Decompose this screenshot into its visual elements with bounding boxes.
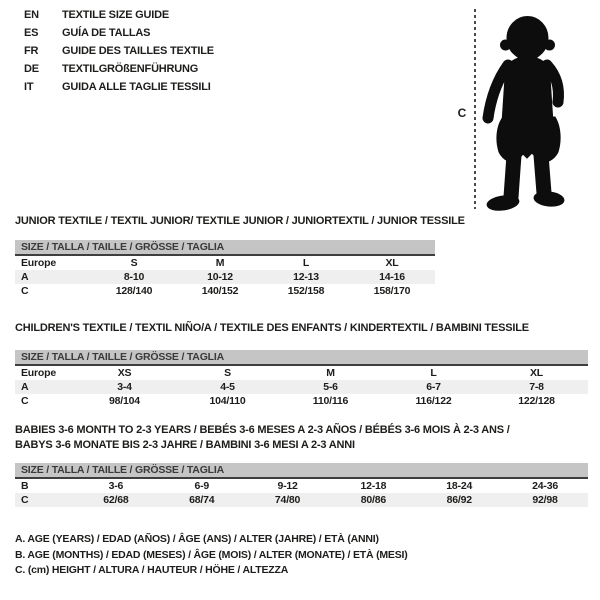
table-row [15, 380, 588, 394]
size-value-cell: 9-12 [277, 480, 298, 492]
table-row [15, 284, 435, 298]
size-value-cell: 98/104 [109, 395, 140, 407]
size-header-bar: SIZE / TALLA / TAILLE / GRÖSSE / TAGLIA [15, 350, 588, 366]
table-rows [15, 366, 588, 408]
guide-title: GUIDA ALLE TAGLIE TESSILI [62, 81, 211, 93]
table-row [15, 493, 588, 507]
size-value-cell: 86/92 [446, 494, 472, 506]
size-value-cell: 6-7 [426, 381, 441, 393]
size-value-cell: 12-13 [293, 271, 319, 283]
height-dotted-line [474, 9, 476, 209]
table-row [15, 256, 435, 270]
table-row [15, 394, 588, 408]
size-value-cell: XL [385, 257, 399, 269]
table-rows [15, 256, 435, 298]
junior-section-title [15, 214, 465, 229]
table-row [15, 270, 435, 284]
size-value-cell: 110/116 [312, 395, 349, 407]
language-row-it [24, 78, 214, 96]
size-value-cell: XL [529, 367, 544, 379]
size-value-cell: 80/86 [360, 494, 387, 506]
children-size-table [15, 350, 588, 408]
size-value-cell: 152/158 [287, 285, 325, 297]
guide-title: GUIDE DES TAILLES TEXTILE [62, 45, 214, 57]
size-value-cell: 6-9 [194, 480, 210, 492]
language-code: ES [24, 27, 39, 39]
size-value-cell: 140/152 [201, 285, 239, 297]
toddler-silhouette-icon [478, 5, 593, 215]
row-label: C [21, 494, 29, 506]
size-value-cell: L [430, 367, 437, 379]
size-header-bar: SIZE / TALLA / TAILLE / GRÖSSE / TAGLIA [15, 463, 588, 479]
size-value-cell: 24-36 [532, 480, 558, 492]
size-value-cell: L [302, 257, 310, 269]
guide-title: TEXTILE SIZE GUIDE [62, 9, 170, 21]
row-label: A [21, 271, 29, 283]
section-title-line: JUNIOR TEXTILE / TEXTIL JUNIOR/ TEXTILE JUNIOR / JUNIORTEXTIL / JUNIOR TESSILE [15, 215, 465, 227]
size-value-cell: 74/80 [274, 494, 301, 506]
size-value-cell: 158/170 [373, 285, 411, 297]
size-value-cell: 4-5 [220, 381, 235, 393]
row-label: A [21, 381, 29, 393]
language-code: EN [24, 9, 39, 21]
language-row-es [24, 24, 214, 42]
size-value-cell: 128/140 [115, 285, 153, 297]
guide-title: TEXTILGRÖßENFÜHRUNG [62, 63, 199, 75]
table-row [15, 366, 588, 380]
language-row-en [24, 6, 214, 24]
size-value-cell: 3-6 [108, 480, 124, 492]
table-rows [15, 479, 588, 507]
size-value-cell: 10-12 [207, 271, 233, 283]
table-row [15, 479, 588, 493]
size-header-bar: SIZE / TALLA / TAILLE / GRÖSSE / TAGLIA [15, 240, 435, 256]
legend-line-b: B. AGE (MONTHS) / EDAD (MESES) / ÂGE (MOIS) / ALTER (MONATE) / ETÀ (MESI) [15, 548, 408, 561]
size-value-cell: 5-6 [323, 381, 338, 393]
size-value-cell: 116/122 [415, 395, 452, 407]
row-label: C [21, 395, 29, 407]
height-marker-label: C [457, 106, 467, 120]
size-value-cell: 3-4 [117, 381, 132, 393]
size-value-cell: 68/74 [189, 494, 215, 506]
children-section-title [15, 321, 529, 336]
row-label: B [21, 480, 29, 492]
size-value-cell: 7-8 [529, 381, 544, 393]
size-value-cell: 14-16 [379, 271, 405, 283]
section-title-line: BABYS 3-6 MONATE BIS 2-3 JAHRE / BAMBINI 3-6 MESI A 2-3 ANNI [15, 439, 355, 451]
section-title-line: BABIES 3-6 MONTH TO 2-3 YEARS / BEBÉS 3-6 MESES A 2-3 AÑOS / BÉBÉS 3-6 MOIS À 2-3 ANS / [15, 424, 510, 436]
size-value-cell: 104/110 [209, 395, 246, 407]
babies-section-title [15, 423, 510, 453]
size-value-cell: 12-18 [360, 480, 387, 492]
babies-size-table [15, 463, 588, 507]
language-title-list [24, 6, 214, 96]
size-value-cell: 122/128 [518, 395, 555, 407]
size-value-cell: 62/68 [103, 494, 129, 506]
size-value-cell: XS [117, 367, 132, 379]
size-value-cell: 92/98 [532, 494, 558, 506]
row-label: C [21, 285, 29, 297]
language-row-fr [24, 42, 214, 60]
language-code: FR [24, 45, 39, 57]
size-value-cell: M [326, 367, 335, 379]
size-value-cell: S [224, 367, 231, 379]
section-title-line: CHILDREN'S TEXTILE / TEXTIL NIÑO/A / TEXTILE DES ENFANTS / KINDERTEXTIL / BAMBINI TESSILE [15, 322, 529, 334]
size-value-cell: 8-10 [123, 271, 145, 283]
size-value-cell: M [215, 257, 225, 269]
legend-line-a: A. AGE (YEARS) / EDAD (AÑOS) / ÂGE (ANS) / ALTER (JAHRE) / ETÀ (ANNI) [15, 533, 379, 545]
language-row-de [24, 60, 214, 78]
language-code: DE [24, 63, 39, 75]
row-label: Europe [21, 367, 56, 379]
junior-size-table [15, 240, 435, 298]
row-label: Europe [21, 257, 56, 269]
legend-line-c: C. (cm) HEIGHT / ALTURA / HAUTEUR / HÖHE / ALTEZZA [15, 564, 289, 576]
language-code: IT [24, 81, 34, 93]
size-value-cell: 18-24 [446, 480, 473, 492]
guide-title: GUÍA DE TALLAS [62, 27, 151, 39]
size-value-cell: S [130, 257, 138, 269]
measurement-legend [15, 533, 408, 580]
